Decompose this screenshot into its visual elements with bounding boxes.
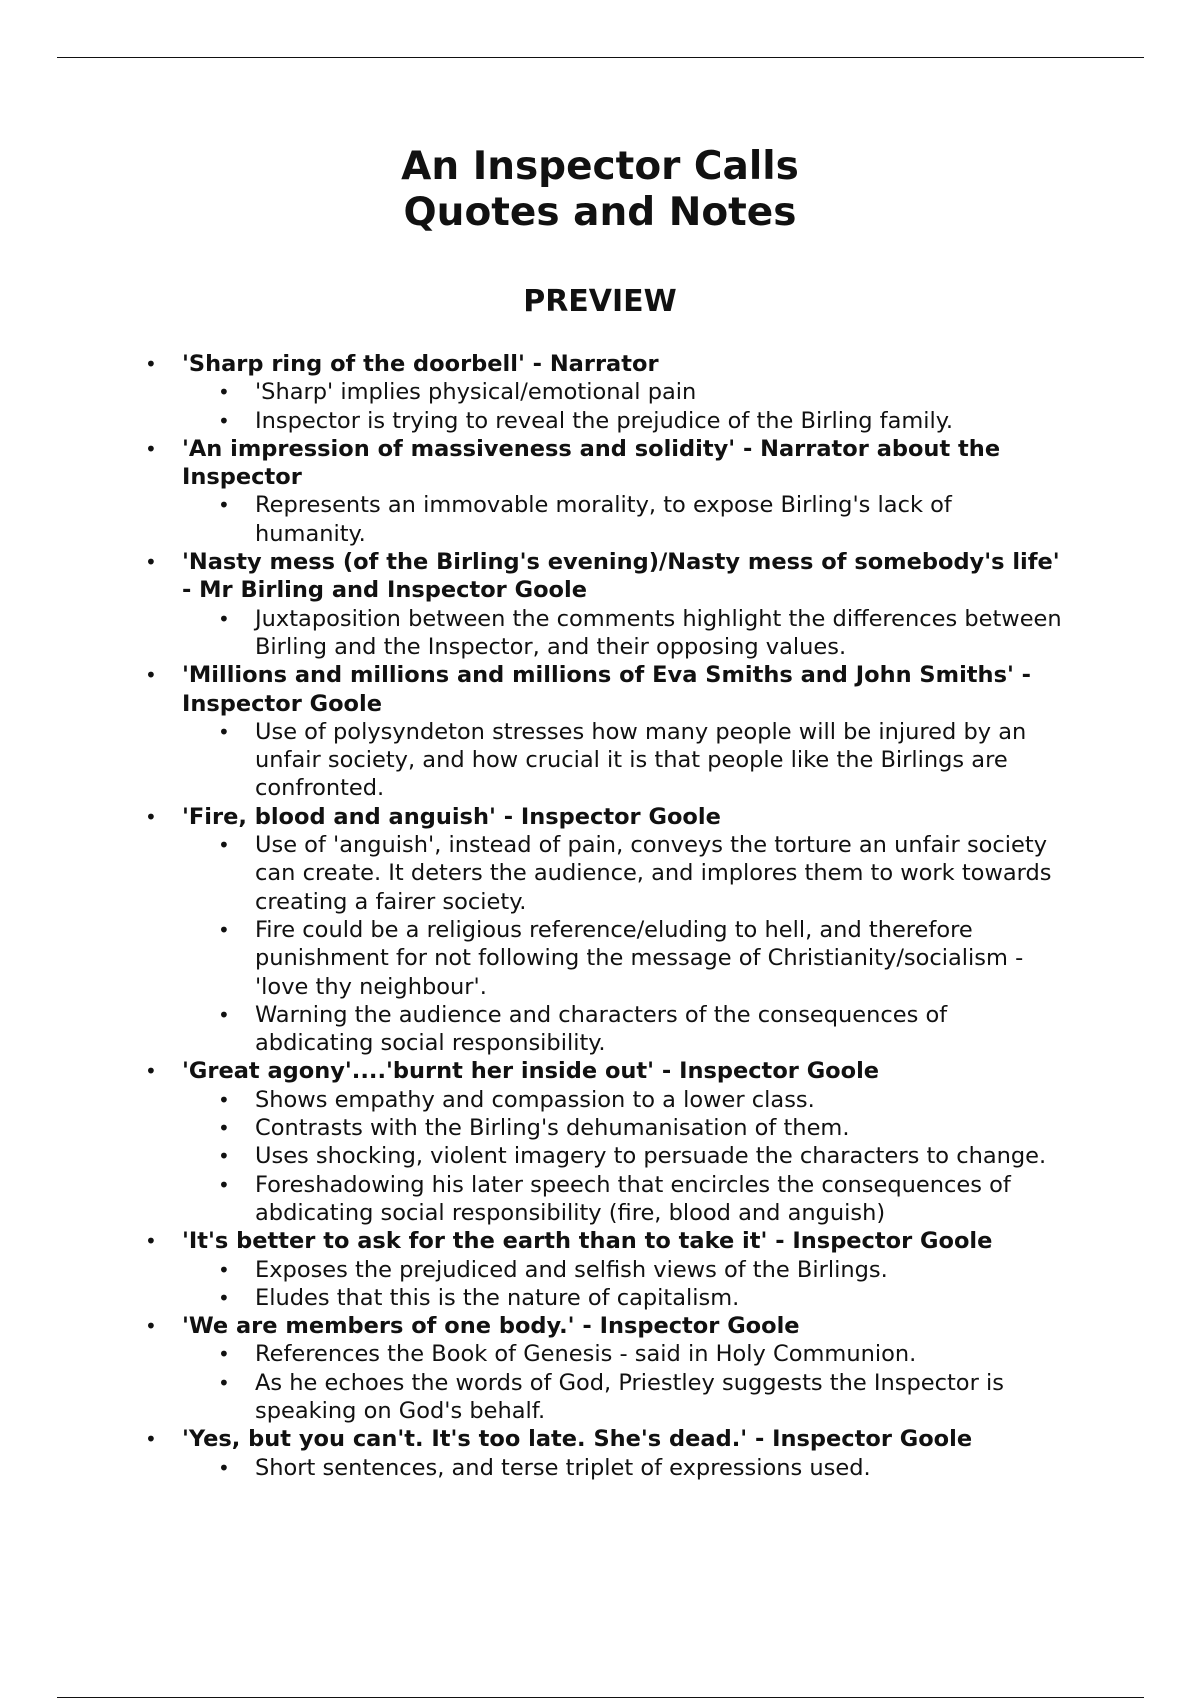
note-item: • References the Book of Genesis - said in Holy Communion. xyxy=(255,1340,1062,1368)
notes-list xyxy=(182,378,1062,435)
note-item: • Foreshadowing his later speech that encircles the consequences of abdicating social responsibility (fire, blood and anguish) xyxy=(255,1171,1062,1228)
quote-text: • 'Sharp ring of the doorbell' - Narrator xyxy=(182,351,659,377)
page-title xyxy=(0,144,1200,236)
notes-list xyxy=(182,1454,1062,1482)
note-item: • Uses shocking, violent imagery to persuade the characters to change. xyxy=(255,1142,1062,1170)
note-item: • As he echoes the words of God, Priestley suggests the Inspector is speaking on God's behalf. xyxy=(255,1369,1062,1426)
note-item: • Represents an immovable morality, to expose Birling's lack of humanity. xyxy=(255,491,1062,548)
title-line-2: Quotes and Notes xyxy=(403,190,797,235)
note-item: • Use of polysyndeton stresses how many people will be injured by an unfair society, and how crucial it is that people like the Birlings are confronted. xyxy=(255,718,1062,803)
quote-item xyxy=(182,803,1062,1058)
quote-item xyxy=(182,1227,1062,1312)
quote-text: • 'Great agony'....'burnt her inside out' - Inspector Goole xyxy=(182,1058,880,1085)
note-item: • Inspector is trying to reveal the prejudice of the Birling family. xyxy=(255,407,1062,435)
quote-text: • 'Yes, but you can't. It's too late. She's dead.' - Inspector Goole xyxy=(182,1426,973,1453)
notes-list xyxy=(182,718,1062,803)
quote-item xyxy=(182,350,1062,435)
quote-text: • 'It's better to ask for the earth than to take it' - Inspector Goole xyxy=(182,1228,993,1255)
notes-list xyxy=(182,491,1062,548)
quote-text: • 'Nasty mess (of the Birling's evening)/Nasty mess of somebody's life' - Mr Birling and Inspector Goole xyxy=(182,549,1060,604)
quote-text: • 'An impression of massiveness and solidity' - Narrator about the Inspector xyxy=(182,435,1001,491)
preview-heading: PREVIEW xyxy=(523,284,677,319)
title-line-1: An Inspector Calls xyxy=(401,144,799,189)
note-item: • Exposes the prejudiced and selfish views of the Birlings. xyxy=(255,1256,1062,1284)
quote-item xyxy=(182,661,1062,802)
notes-list xyxy=(182,1086,1062,1227)
quote-item xyxy=(182,1057,1062,1227)
note-item: • Shows empathy and compassion to a lower class. xyxy=(255,1086,1062,1114)
note-item: • Fire could be a religious reference/eluding to hell, and therefore punishment for not following the message of Christianity/socialism - 'love thy neighbour'. xyxy=(255,916,1062,1001)
quote-item xyxy=(182,1312,1062,1425)
note-item: • Short sentences, and terse triplet of expressions used. xyxy=(255,1454,1062,1482)
notes-list xyxy=(182,605,1062,662)
quote-text: • 'Millions and millions and millions of Eva Smiths and John Smiths' - Inspector Goole xyxy=(182,662,1032,717)
quote-text: • 'We are members of one body.' - Inspector Goole xyxy=(182,1313,800,1340)
quote-text: • 'Fire, blood and anguish' - Inspector Goole xyxy=(182,803,721,830)
footer-rule xyxy=(57,1697,1144,1698)
note-item: • Contrasts with the Birling's dehumanisation of them. xyxy=(255,1114,1062,1142)
note-item: • Warning the audience and characters of the consequences of abdicating social responsibility. xyxy=(255,1001,1062,1058)
note-item: • Juxtaposition between the comments highlight the differences between Birling and the Inspector, and their opposing values. xyxy=(255,605,1062,662)
note-item: • Use of 'anguish', instead of pain, conveys the torture an unfair society can create. It deters the audience, and implores them to work towards creating a fairer society. xyxy=(255,831,1062,916)
quote-item xyxy=(182,435,1062,548)
quote-item xyxy=(182,548,1062,661)
quotes-list xyxy=(182,350,1062,1482)
quote-item xyxy=(182,1425,1062,1482)
note-item: • 'Sharp' implies physical/emotional pain xyxy=(255,378,1062,406)
notes-list xyxy=(182,1256,1062,1313)
notes-list xyxy=(182,1340,1062,1425)
header-rule xyxy=(57,57,1144,58)
notes-list xyxy=(182,831,1062,1057)
note-item: • Eludes that this is the nature of capitalism. xyxy=(255,1284,1062,1312)
